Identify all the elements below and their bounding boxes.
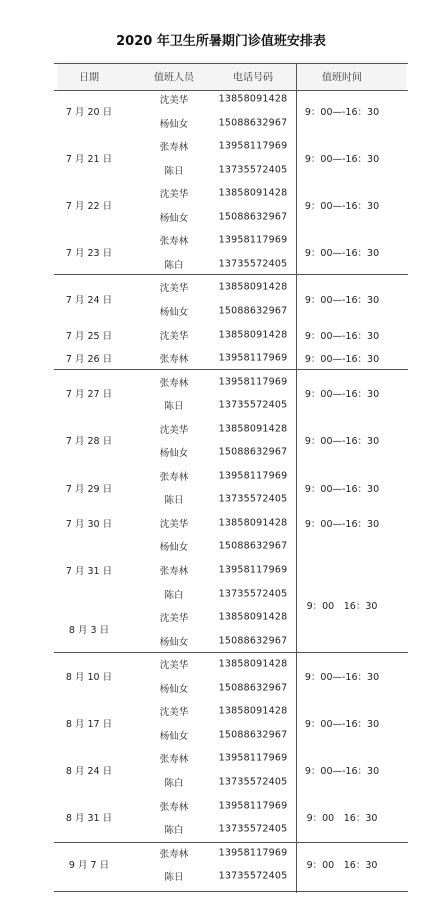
staff-name: 沈美华 (159, 189, 189, 201)
staff-name: 沈美华 (159, 95, 189, 106)
staff-phone: 13958117969 (218, 234, 288, 246)
staff-name: 杨仙女 (159, 542, 189, 554)
date-cell: 7 月 30 日 (65, 518, 113, 530)
duty-time: 9：00—-16：30 (304, 200, 380, 212)
staff-phone: 15088632967 (218, 682, 288, 694)
date-cell: 7 月 31 日 (65, 566, 113, 577)
staff-name: 张寿林 (159, 566, 189, 577)
staff-phone: 13735572405 (218, 870, 288, 882)
staff-phone: 15088632967 (218, 540, 288, 552)
staff-name: 张寿林 (159, 848, 189, 860)
staff-name: 沈美华 (159, 707, 189, 719)
duty-time: 9：00—-16：30 (304, 354, 380, 366)
staff-phone: 13735572405 (218, 588, 288, 600)
staff-name: 杨仙女 (159, 306, 189, 318)
staff-phone: 13958117969 (218, 847, 288, 859)
staff-name: 沈美华 (159, 660, 189, 672)
date-cell: 8 月 24 日 (65, 766, 113, 778)
duty-time: 9：00—-16：30 (304, 719, 380, 731)
staff-phone: 15088632967 (218, 446, 288, 458)
staff-name: 张寿林 (159, 801, 189, 813)
staff-phone: 15088632967 (218, 729, 288, 741)
staff-phone: 13735572405 (218, 823, 288, 835)
staff-name: 杨仙女 (159, 636, 189, 648)
staff-phone: 13735572405 (218, 776, 288, 788)
date-cell: 7 月 23 日 (65, 248, 113, 260)
staff-name: 陈日 (164, 495, 184, 507)
staff-name: 张寿林 (159, 471, 189, 483)
staff-name: 沈美华 (159, 424, 189, 436)
table-rule (54, 90, 408, 91)
table-rule (54, 63, 408, 64)
staff-phone: 13858091428 (218, 93, 288, 105)
duty-time: 9：00—-16：30 (304, 106, 380, 118)
duty-time: 9：00—-16：30 (304, 295, 380, 307)
date-cell: 7 月 25 日 (65, 330, 113, 342)
staff-phone: 13958117969 (218, 352, 288, 364)
staff-name: 张寿林 (159, 377, 189, 389)
staff-phone: 13858091428 (218, 187, 288, 199)
staff-name: 沈美华 (159, 330, 189, 342)
date-cell: 7 月 27 日 (65, 389, 113, 401)
date-cell: 7 月 28 日 (65, 436, 113, 448)
staff-phone: 13858091428 (218, 611, 288, 623)
table-rule (54, 652, 408, 653)
staff-name: 杨仙女 (159, 212, 189, 224)
column-header: 日期 (79, 72, 99, 84)
staff-phone: 13958117969 (218, 376, 288, 388)
staff-phone: 15088632967 (218, 305, 288, 317)
staff-phone: 13858091428 (218, 329, 288, 340)
staff-name: 张寿林 (159, 236, 189, 248)
staff-phone: 13735572405 (218, 164, 288, 176)
duty-time: 9：00—-16：30 (304, 389, 380, 401)
staff-name: 陈白 (164, 589, 184, 601)
staff-phone: 15088632967 (218, 117, 288, 129)
staff-phone: 15088632967 (218, 211, 288, 223)
staff-phone: 13958117969 (218, 564, 288, 576)
staff-phone: 13735572405 (218, 258, 288, 270)
staff-name: 张寿林 (159, 354, 189, 366)
staff-name: 沈美华 (159, 283, 189, 295)
staff-name: 陈日 (164, 165, 184, 177)
duty-time: 9：00—-16：30 (304, 518, 380, 530)
staff-phone: 13958117969 (218, 800, 288, 811)
staff-name: 沈美华 (159, 613, 189, 625)
column-header: 值班人员 (154, 72, 194, 84)
staff-name: 杨仙女 (159, 448, 189, 460)
staff-name: 沈美华 (159, 518, 189, 530)
date-cell: 7 月 20 日 (65, 106, 113, 118)
staff-name: 陈白 (164, 825, 184, 837)
staff-phone: 13858091428 (218, 658, 288, 670)
page-title: 2020 年卫生所暑期门诊值班安排表 (116, 34, 326, 49)
date-cell: 7 月 26 日 (65, 354, 113, 366)
date-cell: 8 月 31 日 (65, 813, 113, 825)
date-cell: 7 月 29 日 (65, 483, 113, 495)
staff-name: 张寿林 (159, 142, 189, 154)
staff-name: 陈日 (164, 872, 184, 884)
staff-phone: 13858091428 (218, 423, 288, 435)
date-cell: 8 月 10 日 (65, 671, 113, 683)
date-cell: 7 月 21 日 (65, 153, 113, 165)
date-cell: 7 月 22 日 (65, 200, 113, 212)
staff-name: 杨仙女 (159, 683, 189, 695)
staff-phone: 13735572405 (218, 399, 288, 411)
staff-phone: 15088632967 (218, 635, 288, 647)
column-header: 电话号码 (233, 72, 273, 84)
column-rule (296, 63, 297, 893)
column-header: 值班时间 (322, 72, 362, 84)
date-cell: 9 月 7 日 (68, 860, 110, 872)
duty-time: 9：00—-16：30 (304, 766, 380, 778)
date-cell: 7 月 24 日 (65, 295, 113, 307)
duty-time: 9：00—-16：30 (304, 248, 380, 260)
staff-phone: 13858091428 (218, 517, 288, 529)
staff-name: 陈日 (164, 401, 184, 413)
staff-name: 杨仙女 (159, 730, 189, 742)
table-rule (54, 842, 408, 843)
duty-time: 9：00—-16：30 (304, 483, 380, 495)
table-rule (54, 891, 408, 892)
staff-name: 陈白 (164, 259, 184, 271)
staff-phone: 13858091428 (218, 705, 288, 717)
duty-time: 9：00—-16：30 (304, 153, 380, 165)
duty-time: 9：00—-16：30 (304, 436, 380, 448)
duty-time: 9：00—-16：30 (304, 330, 380, 342)
staff-name: 陈白 (164, 777, 184, 789)
staff-phone: 13958117969 (218, 470, 288, 482)
table-rule (54, 369, 408, 370)
staff-phone: 13958117969 (218, 140, 288, 152)
staff-name: 杨仙女 (159, 118, 189, 130)
date-cell: 8 月 3 日 (68, 624, 110, 636)
staff-phone: 13958117969 (218, 752, 288, 764)
staff-name: 张寿林 (159, 754, 189, 766)
duty-time: 9：00 16：30 (306, 813, 378, 825)
duty-time: 9：00 16：30 (306, 860, 378, 872)
staff-phone: 13858091428 (218, 281, 288, 293)
table-rule (54, 274, 408, 275)
duty-time: 9：00 16：30 (306, 601, 378, 613)
staff-phone: 13735572405 (218, 493, 288, 505)
duty-time: 9：00—-16：30 (304, 671, 380, 683)
date-cell: 8 月 17 日 (65, 719, 113, 731)
